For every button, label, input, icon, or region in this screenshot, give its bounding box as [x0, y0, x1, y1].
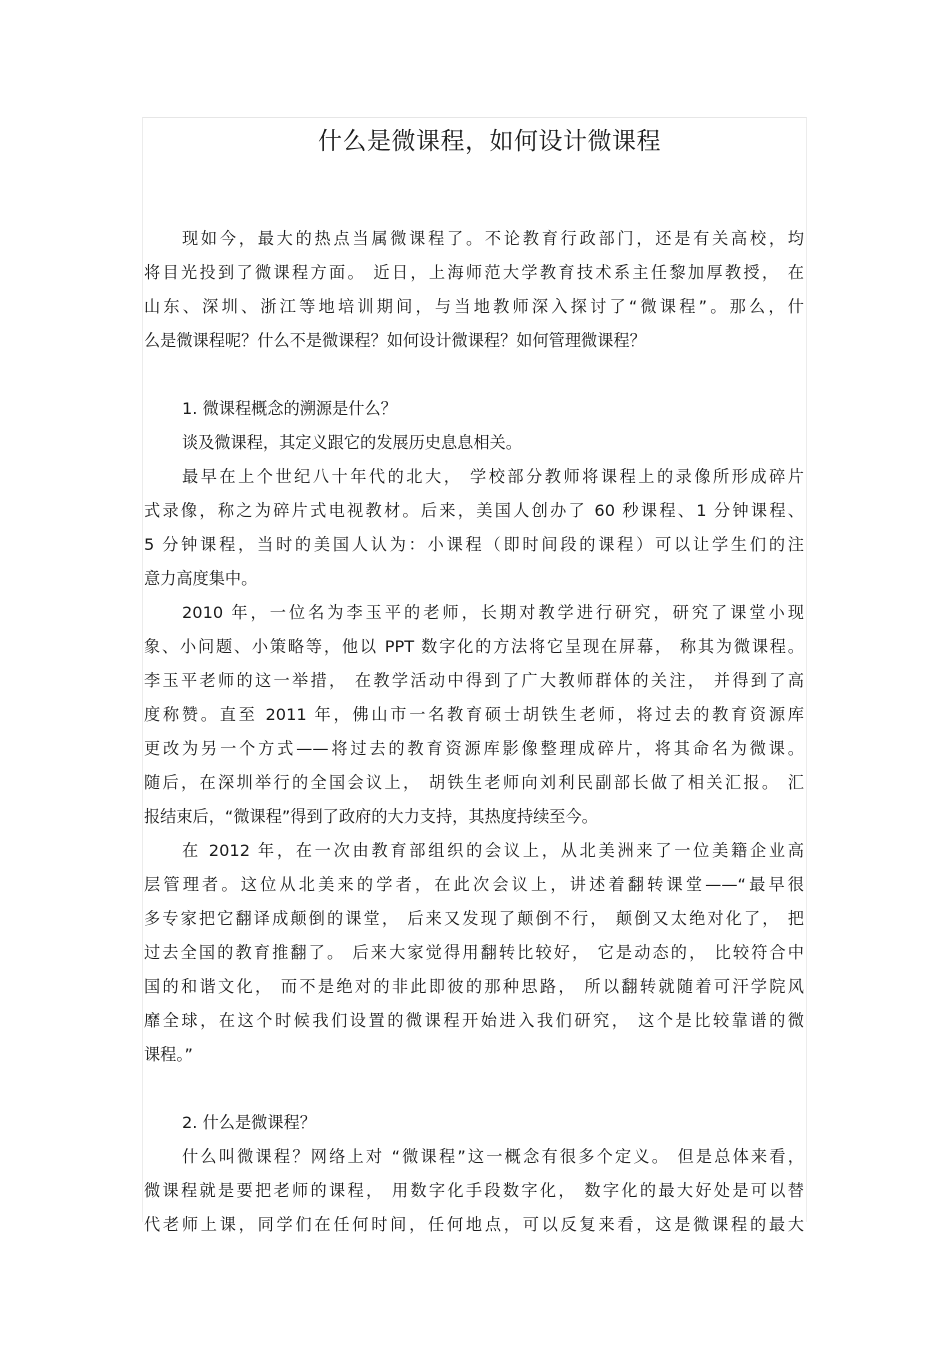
- paragraph-line: 现如今，最大的热点当属微课程了。不论教育行政部门，还是有关高校，均: [182, 229, 804, 248]
- document-title: 什么是微课程，如何设计微课程: [318, 127, 661, 155]
- paragraph-line: 代老师上课，同学们在任何时间，任何地点，可以反复来看，这是微课程的最大: [144, 1215, 804, 1234]
- paragraph-line: 度称赞。直至 2011 年，佛山市一名教育硕士胡铁生老师，将过去的教育资源库: [144, 705, 804, 724]
- paragraph-line: 李玉平老师的这一举措， 在教学活动中得到了广大教师群体的关注， 并得到了高: [144, 671, 804, 690]
- paragraph-line: 更改为另一个方式——将过去的教育资源库影像整理成碎片，将其命名为微课。: [144, 739, 804, 758]
- paragraph-gap: [144, 358, 804, 392]
- paragraph-line: 5 分钟课程，当时的美国人认为：小课程（即时间段的课程）可以让学生们的注: [144, 535, 804, 554]
- paragraph-line: 微课程就是要把老师的课程， 用数字化手段数字化， 数字化的最大好处是可以替: [144, 1181, 804, 1200]
- paragraph-line: 随后，在深圳举行的全国会议上， 胡铁生老师向刘利民副部长做了相关汇报。 汇: [144, 773, 804, 792]
- paragraph-line: 山东、深圳、浙江等地培训期间，与当地教师深入探讨了“微课程”。那么，什: [144, 297, 804, 316]
- document-body: [144, 222, 804, 1242]
- paragraph-line: 意力高度集中。: [144, 569, 258, 588]
- paragraph-line: 层管理者。这位从北美来的学者，在此次会议上，讲述着翻转课堂——“最早很: [144, 875, 804, 894]
- paragraph-line: 过去全国的教育推翻了。 后来大家觉得用翻转比较好， 它是动态的， 比较符合中: [144, 943, 804, 962]
- section-heading: 2. 什么是微课程？: [182, 1113, 316, 1132]
- paragraph-line: 将目光投到了微课程方面。 近日，上海师范大学教育技术系主任黎加厚教授， 在: [144, 263, 804, 282]
- paragraph-line: 在 2012 年，在一次由教育部组织的会议上，从北美洲来了一位美籍企业高: [182, 841, 804, 860]
- paragraph-line: 象、小问题、小策略等，他以 PPT 数字化的方法将它呈现在屏幕， 称其为微课程。: [144, 637, 804, 656]
- paragraph-line: 课程。”: [144, 1045, 193, 1064]
- paragraph-line: 靡全球，在这个时候我们设置的微课程开始进入我们研究， 这个是比较靠谱的微: [144, 1011, 804, 1030]
- paragraph-line: 什么叫微课程？网络上对 “微课程”这一概念有很多个定义。 但是总体来看，: [182, 1147, 804, 1166]
- paragraph-line: 国的和谐文化， 而不是绝对的非此即彼的那种思路， 所以翻转就随着可汗学院风: [144, 977, 804, 996]
- paragraph-line: 2010 年，一位名为李玉平的老师，长期对教学进行研究，研究了课堂小现: [182, 603, 804, 622]
- paragraph-gap: [144, 1072, 804, 1106]
- paragraph-line: 么是微课程呢？什么不是微课程？如何设计微课程？如何管理微课程？: [144, 331, 646, 350]
- paragraph-line: 多专家把它翻译成颠倒的课堂， 后来又发现了颠倒不行， 颠倒又太绝对化了， 把: [144, 909, 804, 928]
- paragraph-line: 式录像，称之为碎片式电视教材。后来，美国人创办了 60 秒课程、1 分钟课程、: [144, 501, 804, 520]
- paragraph-line: 谈及微课程，其定义跟它的发展历史息息相关。: [182, 433, 522, 452]
- section-heading: 1. 微课程概念的溯源是什么？: [182, 399, 397, 418]
- paragraph-line: 报结束后，“微课程”得到了政府的大力支持，其热度持续至今。: [144, 807, 598, 826]
- paragraph-line: 最早在上个世纪八十年代的北大， 学校部分教师将课程上的录像所形成碎片: [182, 467, 804, 486]
